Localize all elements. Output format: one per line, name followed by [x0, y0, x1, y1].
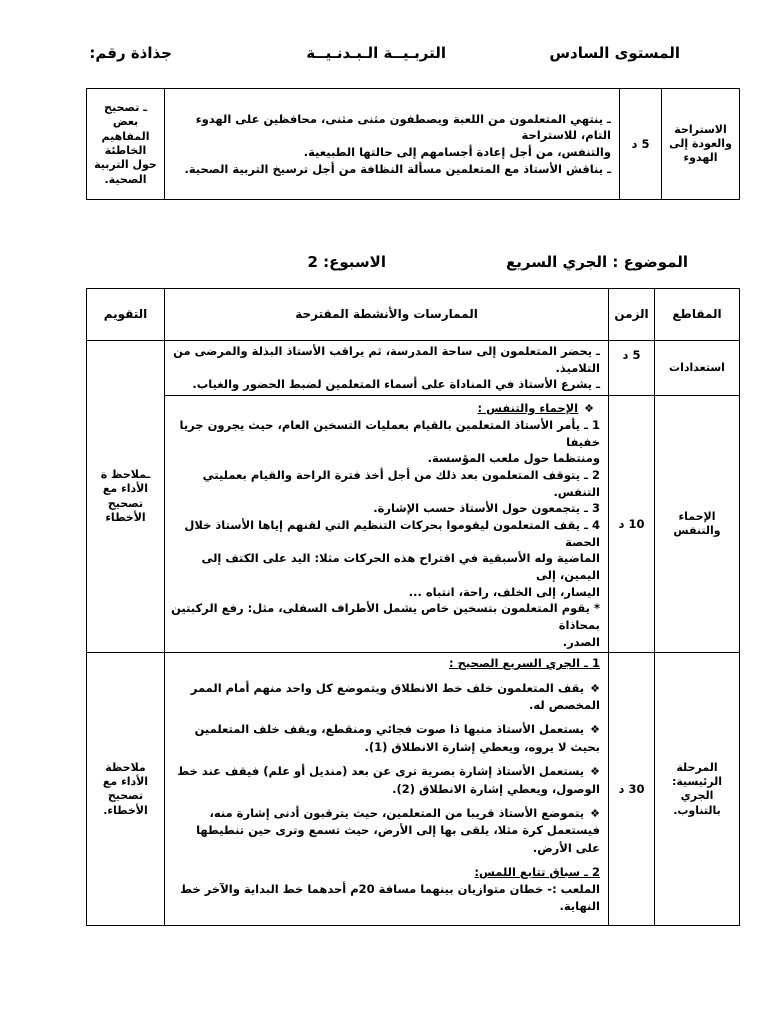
topic-title: الموضوع : الجري السريع: [506, 253, 688, 271]
activities-warmup: [165, 396, 609, 653]
activities-cooldown: [165, 89, 620, 200]
activity-line: الصدر.: [562, 634, 600, 649]
diamond-bullet-icon: ❖: [584, 402, 594, 416]
card-number-label: جذاذة رقم:: [89, 44, 172, 62]
field-description: الملعب :- خطان متوازيان بينهما مسافة 20م أحدهما خط البداية والآخر خط النهاية.: [180, 882, 600, 914]
time-preparation: 5 د: [609, 341, 655, 396]
subject-title: التربـيــة الـبـدنـيــة: [306, 44, 446, 62]
activity-line: * يقوم المتعلمون بتسخين خاص يشمل الأطراف السفلى، مثل: رفع الركبتين بمحاذاة: [171, 601, 600, 633]
activity-line: الماضية وله الأسبقية في اقتراح هذه الحركات مثلا: اليد على الكتف إلى اليمين، إلى: [201, 551, 600, 582]
main-bullet: ❖يستعمل الأستاذ منبها ذا صوت فجائي ومنقطع، ويقف خلف المتعلمين بحيث لا يروه، ويعطي إشارة الانطلاق (1).: [194, 722, 600, 754]
activities-main: [165, 653, 609, 926]
diamond-bullet-icon: ❖: [590, 765, 600, 779]
header-evaluation: التقويم: [87, 289, 165, 341]
header-activities: الممارسات والأنشطة المقترحة: [165, 289, 609, 341]
activity-line: ومنتظما حول ملعب المؤسسة.: [427, 451, 600, 466]
activity-line: ـ ينتهي المتعلمون من اللعبة ويصطفون مثنى مثنى، محافظين على الهدوء التام، للاستراحة: [195, 111, 611, 143]
evaluation-cooldown: ـ تصحيح بعض المفاهيم الخاطئة حول التربية الصحية.: [87, 89, 165, 200]
diamond-bullet-icon: ❖: [590, 681, 600, 695]
activity-line: 3 ـ يتجمعون حول الأستاذ حسب الإشارة.: [373, 501, 600, 516]
main-bullet: ❖يتموضع الأستاذ قريبا من المتعلمين، حيث يترقبون أدنى إشارة منه، فيستعمل كرة مثلا، يلقى بها إلى الأرض، حيث تسمع وترى حين تنطيطها على الأرض.: [196, 805, 600, 855]
activity-line: 2 ـ يتوقف المتعلمون بعد ذلك من أجل أخذ فترة الراحة والقيام بعمليتي التنفس.: [202, 467, 600, 499]
week-label: الاسبوع: 2: [307, 253, 386, 271]
activity-line: ـ يحضر المتعلمون إلى ساحة المدرسة، ثم يراقب الأستاذ البذلة والمرضى من التلاميذ.: [173, 344, 600, 375]
relay-heading: 2 ـ سباق تتابع اللمس:: [474, 864, 600, 879]
diamond-bullet-icon: ❖: [590, 806, 600, 820]
phase-warmup: الإحماء والتنفس: [655, 396, 740, 653]
level-title: المستوى السادس: [549, 44, 680, 62]
activity-line: ـ يشرع الأستاذ في المناداة على أسماء المتعلمين لضبط الحضور والغياب.: [192, 377, 600, 392]
evaluation-warmup: ـملاحظ ة الأداء مع تصحيح الأخطاء: [87, 341, 165, 653]
phase-main: المرحلة الرئيسية: الجري بالتناوب.: [655, 653, 740, 926]
main-heading: 1 ـ الجري السريع الصحيح :: [449, 656, 600, 671]
activity-line: والتنفس، من أجل إعادة أجسامهم إلى حالتها الطبيعية.: [303, 145, 611, 159]
lesson-table: [86, 288, 740, 926]
header-phase: المقاطع: [655, 289, 740, 341]
activities-preparation: [165, 341, 609, 396]
activity-line: 1 ـ يأمر الأستاذ المتعلمين بالقيام بعمليات التسخين العام، حيث يجرون جريا خفيفا: [179, 417, 600, 449]
activity-line: ـ يناقش الأستاذ مع المتعلمين مسألة النظافة من أجل ترسيخ التربية الصحية.: [184, 161, 611, 176]
time-warmup: 10 د: [609, 396, 655, 653]
diamond-bullet-icon: ❖: [590, 723, 600, 737]
evaluation-main: ملاحظة الأداء مع تصحيح الأخطاء.: [87, 653, 165, 926]
cooldown-table: [86, 88, 740, 200]
phase-cooldown: الاستراحة والعودة إلى الهدوء: [662, 89, 740, 200]
activity-line: 4 ـ يقف المتعلمون ليقوموا بحركات التنظيم التي لقنهم إياها الأستاذ خلال الحصة: [184, 517, 600, 549]
main-bullet: ❖يقف المتعلمون خلف خط الانطلاق ويتموضع كل واحد منهم أمام الممر المخصص له.: [190, 680, 600, 713]
time-cooldown: 5 د: [620, 89, 662, 200]
warmup-heading: ❖الإحماء والتنفس :: [477, 401, 594, 416]
main-bullet: ❖يستعمل الأستاذ إشارة بصرية ترى عن بعد (منديل أو علم) فيقف عند خط الوصول، ويعطي إشارة الانطلاق (2).: [177, 764, 600, 796]
activity-line: اليسار، إلى الخلف، راحة، انتباه ...: [408, 584, 600, 599]
phase-preparation: استعدادات: [655, 341, 740, 396]
time-main: 30 د: [609, 653, 655, 926]
header-time: الزمن: [609, 289, 655, 341]
